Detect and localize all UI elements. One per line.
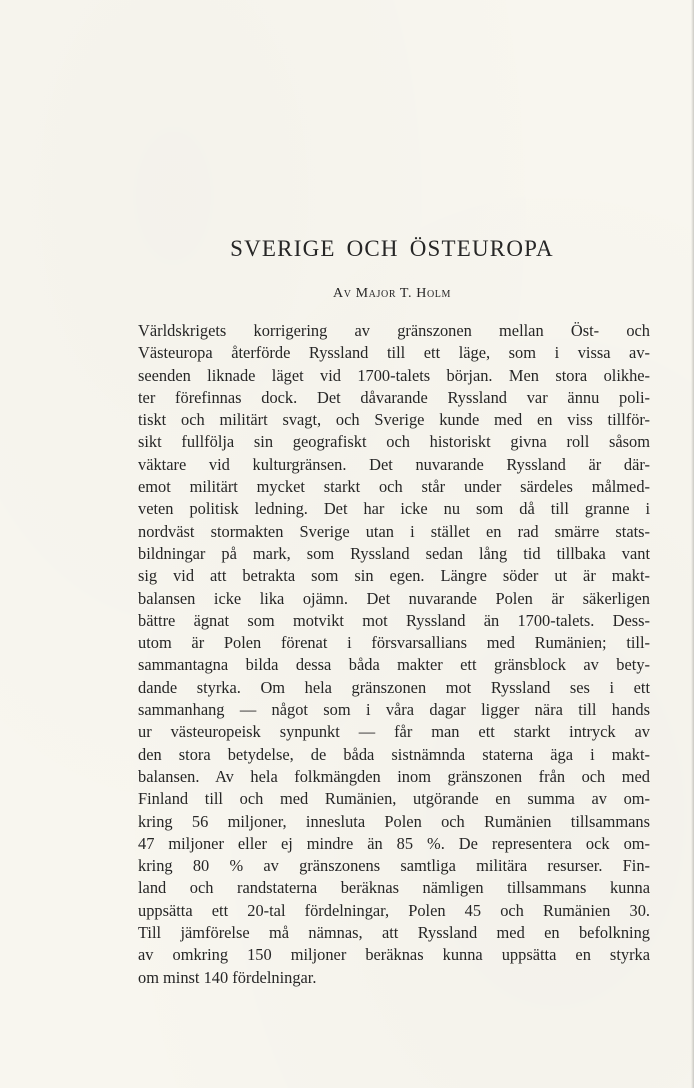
article-title: SVERIGE OCH ÖSTEUROPA [230,236,554,261]
text-line: kring 56 miljoner, innesluta Polen och Rumänien tillsammans [138,811,650,831]
text-line: bildningar på mark, som Ryssland sedan lång tid tillbaka vant [138,543,650,563]
text-line: bättre ägnat som motvikt mot Ryssland än 1700-talets. Dess- [138,610,650,630]
text-line: den stora betydelse, de båda sistnämnda staterna äga i makt- [138,744,650,764]
text-line: kring 80 % av gränszonens samtliga militära resurser. Fin- [138,856,650,876]
text-line: av omkring 150 miljoner beräknas kunna uppsätta en styrka [138,945,650,965]
text-line: nordväst stormakten Sverige utan i stället en rad smärre stats- [138,521,650,541]
text-line: sig vid att betrakta som sin egen. Längre söder ut är makt- [138,566,650,586]
text-line: Västeuropa återförde Ryssland till ett läge, som i vissa av- [138,343,650,363]
text-line: väktare vid kulturgränsen. Det nuvarande Ryssland är där- [138,454,650,474]
text-line: utom är Polen förenat i försvarsallians med Rumänien; till- [138,633,650,653]
text-line: Världskrigets korrigering av gränszonen mellan Öst- och [138,321,650,340]
text-line: veten politisk ledning. Det har icke nu som då till granne i [138,499,650,519]
text-line: ter förefinnas dock. Det dåvarande Ryssland var ännu poli- [138,387,650,407]
text-line: uppsätta ett 20-tal fördelningar, Polen 45 och Rumänien 30. [138,900,650,920]
text-line: sammanhang — något som i våra dagar ligger nära till hands [138,700,650,720]
text-line: dande styrka. Om hela gränszonen mot Ryssland ses i ett [138,677,650,697]
text-line: emot militärt mycket starkt och står under särdeles målmed- [138,477,650,497]
text-line: sammantagna bilda dessa båda makter ett gränsblock av bety- [138,655,650,675]
text-line: sikt fullfölja sin geografiskt och historiskt givna roll såsom [138,432,650,452]
text-line: balansen icke lika ojämn. Det nuvarande Polen är säkerligen [138,588,650,608]
text-line: ur västeuropeisk synpunkt — får man ett starkt intryck av [138,722,650,742]
text-line: Till jämförelse må nämnas, att Ryssland med en befolkning [138,923,650,943]
text-line: tiskt och militärt svagt, och Sverige kunde med en viss tillför- [138,410,650,430]
text-line: balansen. Av hela folkmängden inom gränszonen från och med [138,766,650,786]
text-line: om minst 140 fördelningar. [138,967,317,987]
article-byline: Av Major T. Holm [333,286,451,301]
text-line: 47 miljoner eller ej mindre än 85 %. De representera ock om- [138,833,650,853]
article-body [138,320,650,989]
text-line: Finland till och med Rumänien, utgörande en summa av om- [138,789,650,809]
text-line: seenden liknade läget vid 1700-talets början. Men stora olikhe- [138,365,650,385]
text-line: land och randstaterna beräknas nämligen tillsammans kunna [138,878,650,898]
